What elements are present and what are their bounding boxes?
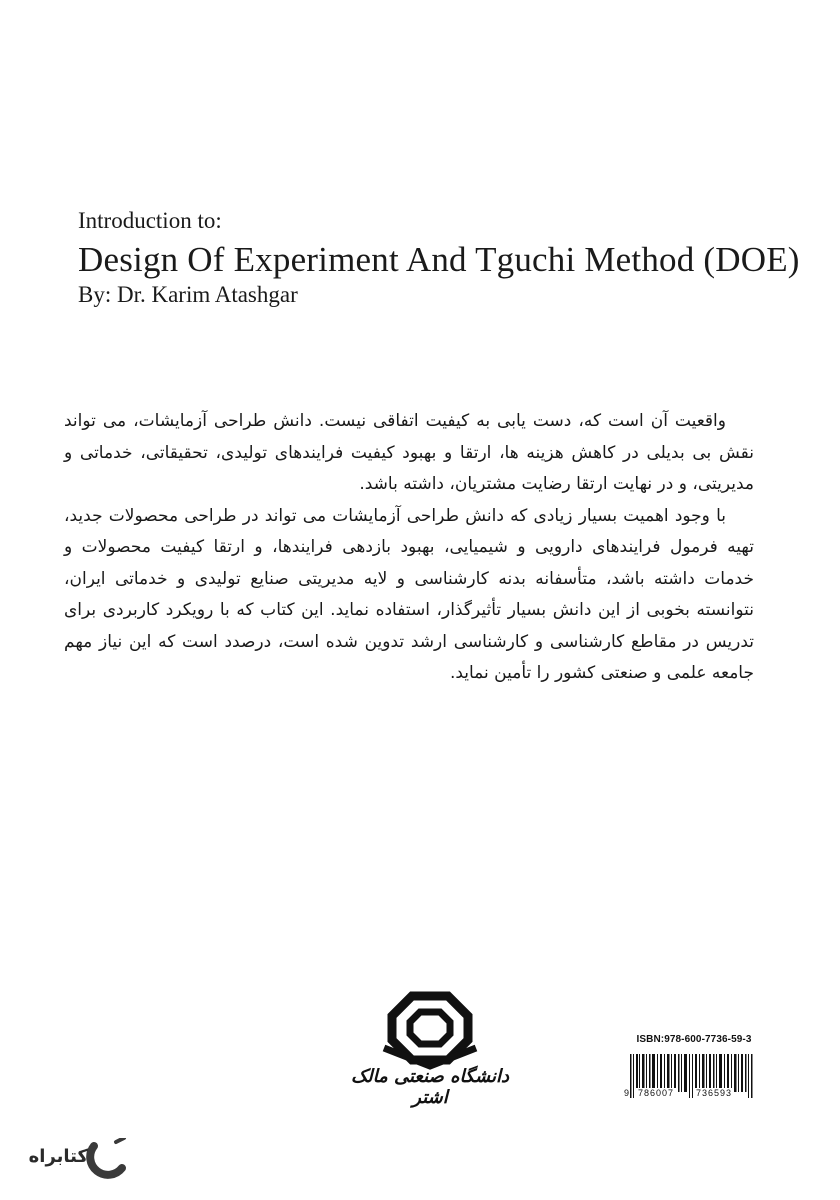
publisher-name: دانشگاه صنعتی مالک اشتر	[350, 1066, 510, 1108]
barcode-group-2: 736593	[696, 1088, 733, 1098]
persian-description	[64, 406, 754, 690]
barcode-first-digit: 9	[624, 1088, 630, 1098]
english-title-block	[78, 206, 800, 310]
book-title: Design Of Experiment And Tguchi Method (DOE)	[78, 240, 800, 279]
barcode-group-1: 786007	[638, 1088, 675, 1098]
watermark-logo-icon	[90, 1146, 122, 1175]
watermark-text: کتابراه	[28, 1146, 88, 1167]
author-line: By: Dr. Karim Atashgar	[78, 282, 298, 307]
university-emblem-icon	[350, 990, 510, 1070]
description-paragraph-1: واقعیت آن است که، دست یابی به کیفیت اتفاقی نیست. دانش طراحی آزمایشات، می تواند نقش بی بدیلی در کاهش هزینه ها، ارتقا و بهبود کیفیت فرایندهای تولیدی، تحقیقاتی، خدماتی و مدیریتی، و در نهایت ارتقا رضایت مشتریان، داشته باشد.	[64, 411, 754, 494]
intro-line: Introduction to:	[78, 208, 222, 233]
description-paragraph-2: با وجود اهمیت بسیار زیادی که دانش طراحی آزمایشات می تواند در طراحی محصولات جدید، تهیه فرمول فرایندهای دارویی و شیمیایی، بهبود بازدهی فرایندها، و ارتقا کیفیت محصولات و خدمات داشته باشد، متأسفانه بدنه کارشناسی و لایه مدیریتی صنایع تولیدی و خدماتی ایران، نتوانسته بخوبی از این دانش بسیار تأثیرگذار، استفاده نماید. این کتاب که با رویکرد کاربردی برای تدریس در مقاطع کارشناسی و کارشناسی ارشد تدوین شده است، درصدد است که این نیاز مهم جامعه علمی و صنعتی کشور را تأمین نماید.	[64, 505, 754, 683]
isbn-label: ISBN:978-600-7736-59-3	[636, 1034, 752, 1045]
